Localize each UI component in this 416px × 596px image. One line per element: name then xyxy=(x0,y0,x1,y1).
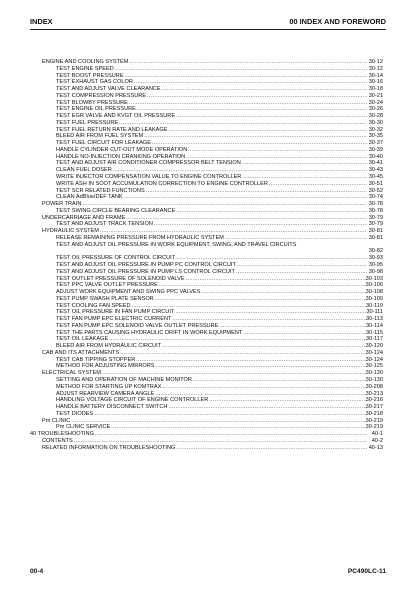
toc-entry[interactable] xyxy=(42,343,383,350)
toc-entry-page: 40-13 xyxy=(368,444,383,451)
dot-leader xyxy=(237,262,367,269)
toc-entry[interactable] xyxy=(42,276,383,283)
toc-entry[interactable] xyxy=(42,228,383,235)
toc-entry-title: CLEAN FUEL DOSER xyxy=(56,167,112,174)
dot-leader xyxy=(242,160,367,167)
toc-entry[interactable] xyxy=(42,215,383,222)
toc-entry-page: 30-93 xyxy=(368,255,383,262)
toc-entry[interactable] xyxy=(42,133,383,140)
toc-entry-title: ELECTRICAL SYSTEM xyxy=(42,370,101,377)
dot-leader xyxy=(243,330,367,337)
dot-leader xyxy=(162,384,367,391)
toc-entry-page: 30-113 xyxy=(365,316,383,323)
toc-entry-page: 30-108 xyxy=(365,289,383,296)
dot-leader xyxy=(152,140,367,147)
dot-leader xyxy=(146,188,367,195)
dot-leader xyxy=(188,147,367,154)
model-number: PC490LC-11 xyxy=(347,568,386,575)
toc-entry-page: 30-40 xyxy=(368,153,383,160)
toc-entry-title: HANDLE BATTERY DISCONNECT SWITCH xyxy=(56,404,168,411)
toc-entry[interactable] xyxy=(42,384,383,391)
dot-leader xyxy=(176,208,367,215)
toc-entry-title: TEST THE PARTS CAUSING HYDRAULIC DRIFT IN WORK EQUIPMENT xyxy=(56,329,243,336)
toc-entry-page: 30-52 xyxy=(368,187,383,194)
toc-entry-page: 40-1 xyxy=(371,431,383,438)
toc-entry-page: 30-110 xyxy=(365,302,383,309)
dot-leader xyxy=(159,282,367,289)
toc-entry-title: ENGINE AND COOLING SYSTEM xyxy=(42,59,129,65)
toc-entry[interactable] xyxy=(30,431,383,438)
toc-entry-title: TEST AND ADJUST OIL PRESSURE IN PUMP LS CONTROL CIRCUIT xyxy=(56,268,235,275)
toc-entry-page: 30-81 xyxy=(368,228,383,235)
dot-leader xyxy=(137,106,367,113)
toc-entry[interactable] xyxy=(42,418,383,425)
toc-entry[interactable] xyxy=(42,438,383,445)
toc-entry-page: 30-216 xyxy=(365,397,383,404)
dot-leader xyxy=(136,357,367,364)
toc-entry-page: 30-95 xyxy=(368,261,383,268)
toc-entry-page: 30-98 xyxy=(368,268,383,275)
toc-entry-page: 30-103 xyxy=(365,275,383,282)
toc-entry[interactable] xyxy=(42,201,383,208)
toc-entry-title: Pm CLINIC SERVICE xyxy=(56,424,111,431)
toc-entry-page: 30-79 xyxy=(368,214,383,221)
toc-entry-title: WRITE ASH IN SOOT ACCUMULATION CORRECTION TO ENGINE CONTROLLER xyxy=(56,180,268,187)
toc-entry-page: 30-78 xyxy=(368,201,383,208)
toc-entry[interactable] xyxy=(42,59,383,66)
toc-entry[interactable] xyxy=(42,127,383,134)
toc-entry[interactable] xyxy=(42,93,383,100)
toc-entry-page: 30-106 xyxy=(365,282,383,289)
toc-entry[interactable] xyxy=(42,167,383,174)
dot-leader xyxy=(175,309,367,316)
toc-entry-title: POWER TRAIN xyxy=(42,201,82,208)
toc-entry[interactable] xyxy=(42,106,383,113)
toc-entry-title: TEST OIL PRESSURE OF CONTROL CIRCUIT xyxy=(56,255,176,262)
toc-entry-page: 30-18 xyxy=(368,86,383,93)
toc-entry-page: 30-120 xyxy=(365,343,383,350)
toc-entry[interactable] xyxy=(42,330,383,337)
toc-entry-title: TEST AND ADJUST OIL PRESSURE IN WORK EQUIPMENT, SWING, AND TRAVEL CIRCUITS xyxy=(56,241,297,248)
toc-entry[interactable] xyxy=(42,73,383,80)
toc-entry-page: 30-12 xyxy=(368,59,383,65)
dot-leader xyxy=(176,255,367,262)
dot-leader xyxy=(172,316,367,323)
toc-entry-page: 30-30 xyxy=(368,119,383,126)
toc-entry-page: 30-26 xyxy=(368,106,383,113)
toc-entry[interactable] xyxy=(42,363,383,370)
toc-entry-title: RELEASE REMAINING PRESSURE FROM HYDRAULIC SYSTEM xyxy=(56,234,224,241)
toc-entry-page: 30-41 xyxy=(368,160,383,167)
toc-entry-page: 30-35 xyxy=(368,133,383,140)
toc-entry-title: ADJUST WORK EQUIPMENT AND SWING PPC VALVES xyxy=(56,289,201,296)
toc-entry-page: 30-78 xyxy=(368,207,383,214)
toc-entry-title: Pm CLINIC xyxy=(42,417,71,424)
dot-leader xyxy=(82,201,367,208)
dot-leader xyxy=(162,86,367,93)
toc-entry[interactable] xyxy=(42,262,383,269)
toc-entry[interactable] xyxy=(42,397,383,404)
dot-leader xyxy=(147,93,367,100)
toc-entry[interactable] xyxy=(42,120,383,127)
toc-entry-page: 30-218 xyxy=(365,410,383,417)
toc-entry[interactable] xyxy=(42,323,383,330)
dot-leader xyxy=(155,296,367,303)
toc-entry-title: TEST FUEL PRESSURE xyxy=(56,119,119,126)
toc-entry-title: METHOD FOR ADJUSTING MIRRORS xyxy=(56,363,155,370)
toc-entry-page: 30-117 xyxy=(365,336,383,343)
toc-entry[interactable] xyxy=(42,86,383,93)
toc-entry[interactable] xyxy=(42,113,383,120)
toc-entry-title: TEST COMPRESSION PRESSURE xyxy=(56,92,147,99)
page-footer xyxy=(30,568,386,578)
toc-entry[interactable] xyxy=(42,336,383,343)
toc-entry-page: 30-21 xyxy=(368,92,383,99)
toc-entry-page: 40-2 xyxy=(371,437,383,444)
toc-entry-page: 30-14 xyxy=(368,72,383,79)
toc-entry-title: ADJUST REARVIEW CAMERA ANGLE xyxy=(56,390,155,397)
toc-entry-page: 30-124 xyxy=(365,356,383,363)
toc-entry-page: 30-111 xyxy=(366,309,383,316)
toc-entry-page: 30-208 xyxy=(365,383,383,390)
toc-entry-page: 30-37 xyxy=(368,140,383,147)
toc-entry-title: TEST AND ADJUST OIL PRESSURE IN PUMP PC CONTROL CIRCUIT xyxy=(56,261,236,268)
toc-entry[interactable] xyxy=(42,445,383,452)
dot-leader xyxy=(129,100,367,107)
dot-leader xyxy=(94,411,367,418)
toc-entry-title: HYDRAULIC SYSTEM xyxy=(42,228,99,235)
toc-entry[interactable] xyxy=(42,391,383,398)
toc-entry-page: 30-24 xyxy=(368,99,383,106)
toc-entry-page: 30-82 xyxy=(368,248,383,255)
toc-entry-title: CONTENTS xyxy=(42,437,73,444)
toc-entry-title: BLEED AIR FROM HYDRAULIC CIRCUIT xyxy=(56,343,162,350)
toc-entry-page: 30-32 xyxy=(368,126,383,133)
toc-entry-title: TEST AND ADJUST AIR CONDITIONER COMPRESSOR BELT TENSION xyxy=(56,160,241,167)
toc-entry[interactable] xyxy=(42,316,383,323)
toc-entry[interactable] xyxy=(42,154,383,161)
toc-entry-title: RELATED INFORMATION ON TROUBLESHOOTING xyxy=(42,444,176,451)
toc-entry-title: TEST OIL LEAKAGE xyxy=(56,336,109,343)
toc-entry[interactable] xyxy=(42,147,383,154)
toc-entry[interactable] xyxy=(42,242,383,249)
toc-entry[interactable] xyxy=(42,221,383,228)
toc-entry-title: HANDLING VOLTAGE CIRCUIT OF ENGINE CONTROLLER xyxy=(56,397,209,404)
toc-entry-title: TEST FAN PUMP EPC ELECTRIC CURRENT xyxy=(56,316,172,323)
toc-entry-title: UNDERCARRIAGE AND FRAME xyxy=(42,214,126,221)
toc-entry-page: 30-43 xyxy=(368,167,383,174)
dot-leader xyxy=(168,404,367,411)
dot-leader xyxy=(100,228,367,235)
dot-leader xyxy=(132,303,368,310)
toc-entry-page: 30-125 xyxy=(365,363,383,370)
toc-entry-title: TEST EGR VALVE AND KVGT OIL PRESSURE xyxy=(56,113,176,120)
dot-leader xyxy=(186,276,367,283)
toc-entry-title: TEST COOLING FAN SPEED xyxy=(56,302,131,309)
toc-entry-page: 30-124 xyxy=(365,349,383,356)
dot-leader xyxy=(125,73,367,80)
toc-entry[interactable] xyxy=(42,269,383,276)
dot-leader xyxy=(297,242,367,249)
dot-leader xyxy=(168,127,367,134)
toc-entry-page: 30-219 xyxy=(365,424,383,431)
toc-entry-title: METHOD FOR STARTING UP KOMTRAX xyxy=(56,383,162,390)
dot-leader xyxy=(134,79,367,86)
toc-entry-page: 30-79 xyxy=(368,221,383,228)
toc-entry-title: 40 TROUBLESHOOTING xyxy=(30,431,94,438)
toc-entry-title: TEST PPC VALVE OUTLET PRESSURE xyxy=(56,282,158,289)
dot-leader xyxy=(144,133,367,140)
toc-entry[interactable] xyxy=(42,208,383,215)
toc-entry[interactable] xyxy=(42,404,383,411)
toc-entry[interactable] xyxy=(42,309,383,316)
toc-entry-title: TEST BLOWBY PRESSURE xyxy=(56,99,128,106)
toc-entry-title: TEST FUEL CIRCUIT FOR LEAKAGE xyxy=(56,140,152,147)
page-number: 00-4 xyxy=(30,568,44,575)
toc-entry-title: TEST FUEL RETURN RATE AND LEAKAGE xyxy=(56,126,168,133)
dot-leader xyxy=(124,194,367,201)
toc-entry[interactable] xyxy=(42,411,383,418)
dot-leader xyxy=(193,377,367,384)
toc-entry-title: HANDLE NO-INJECTION CRANKING OPERATION xyxy=(56,153,186,160)
toc-entry-page: 30-81 xyxy=(368,234,383,241)
toc-entry-title: TEST BOOST PRESSURE xyxy=(56,72,124,79)
toc-entry-page: 30-16 xyxy=(368,79,383,86)
toc-entry-title: SETTING AND OPERATION OF MACHINE MONITOR xyxy=(56,376,192,383)
toc-entry[interactable] xyxy=(42,377,383,384)
toc-entry-title: TEST OUTLET PRESSURE OF SOLENOID VALVE xyxy=(56,275,185,282)
dot-leader xyxy=(129,59,367,66)
toc-entry[interactable] xyxy=(42,282,383,289)
dot-leader xyxy=(74,438,367,445)
toc-entry[interactable] xyxy=(42,100,383,107)
toc-entry[interactable] xyxy=(42,194,383,201)
toc-entry-title: TEST SWING CIRCLE BEARING CLEARANCE xyxy=(56,207,176,214)
toc-entry-page: 30-39 xyxy=(368,146,383,153)
toc-entry[interactable] xyxy=(42,235,383,242)
toc-entry[interactable] xyxy=(42,160,383,167)
toc-entry[interactable] xyxy=(42,303,383,310)
toc-entry-page: 30-51 xyxy=(368,180,383,187)
toc-entry-page: 30-28 xyxy=(368,113,383,120)
dot-leader xyxy=(176,113,367,120)
dot-leader xyxy=(120,350,367,357)
toc-entry[interactable] xyxy=(42,296,383,303)
toc-entry[interactable] xyxy=(42,140,383,147)
dot-leader xyxy=(176,445,367,452)
toc-entry[interactable] xyxy=(42,424,383,431)
toc-entry-page: 30-74 xyxy=(368,194,383,201)
toc-entry-page: 30-45 xyxy=(368,174,383,181)
toc-entry[interactable] xyxy=(42,357,383,364)
table-of-contents xyxy=(30,59,383,451)
toc-entry[interactable] xyxy=(42,248,383,255)
toc-entry-title: WRITE INJECTOR COMPENSATION VALUE TO ENGINE CONTROLLER xyxy=(56,174,242,181)
toc-entry-page: 30-114 xyxy=(365,322,383,329)
dot-leader xyxy=(186,154,367,161)
toc-entry[interactable] xyxy=(42,289,383,296)
toc-entry[interactable] xyxy=(42,188,383,195)
dot-leader xyxy=(154,221,367,228)
dot-leader xyxy=(115,66,367,73)
toc-entry[interactable] xyxy=(42,174,383,181)
toc-entry-page: 30-12 xyxy=(368,65,383,72)
toc-entry-title: TEST DIODES xyxy=(56,410,94,417)
toc-entry-title: TEST EXHAUST GAS COLOR xyxy=(56,79,133,86)
toc-entry-title: BLEED AIR FROM FUEL SYSTEM xyxy=(56,133,144,140)
toc-entry[interactable] xyxy=(42,370,383,377)
toc-entry[interactable] xyxy=(42,255,383,262)
toc-entry-title: CAB AND ITS ATTACHMENTS xyxy=(42,349,120,356)
dot-leader xyxy=(236,269,367,276)
toc-entry[interactable] xyxy=(42,66,383,73)
toc-entry-page: 30-130 xyxy=(365,376,383,383)
toc-entry-title: TEST PUMP SWASH PLATE SENSOR xyxy=(56,295,154,302)
toc-entry[interactable] xyxy=(42,79,383,86)
dot-leader xyxy=(219,323,367,330)
toc-entry-title: TEST AND ADJUST VALVE CLEARANCE xyxy=(56,86,161,93)
toc-entry-title: HANDLE CYLINDER CUT-OUT MODE OPERATION xyxy=(56,146,188,153)
dot-leader xyxy=(209,397,367,404)
toc-entry-title: TEST ENGINE SPEED xyxy=(56,65,114,72)
dot-leader xyxy=(201,289,367,296)
toc-entry-title: TEST OIL PRESSURE IN FAN PUMP CIRCUIT xyxy=(56,309,175,316)
dot-leader xyxy=(155,391,367,398)
toc-entry-title: TEST CAB TIPPING STOPPER xyxy=(56,356,136,363)
toc-entry[interactable] xyxy=(42,350,383,357)
header-chapter-title: 00 INDEX AND FOREWORD xyxy=(289,17,386,26)
toc-entry-title: CLEAN AdBlue/DEF TANK xyxy=(56,194,123,201)
dot-leader xyxy=(242,174,367,181)
dot-leader xyxy=(119,120,367,127)
toc-entry-title: TEST ENGINE OIL PRESSURE xyxy=(56,106,136,113)
toc-entry-page: 30-130 xyxy=(365,370,383,377)
toc-entry-page: 30-109 xyxy=(365,295,383,302)
dot-leader xyxy=(109,336,367,343)
dot-leader xyxy=(71,418,367,425)
toc-entry-page: 30-217 xyxy=(365,404,383,411)
header-section-label: INDEX xyxy=(30,17,53,26)
dot-leader xyxy=(156,363,367,370)
dot-leader xyxy=(126,215,367,222)
dot-leader xyxy=(111,424,367,431)
toc-entry-page: 30-219 xyxy=(365,417,383,424)
toc-entry[interactable] xyxy=(42,181,383,188)
dot-leader xyxy=(269,181,367,188)
toc-entry-title: TEST FAN PUMP EPC SOLENOID VALVE OUTLET PRESSURE xyxy=(56,322,219,329)
toc-entry-title: TEST SCR RELATED FUNCTIONS xyxy=(56,187,145,194)
toc-entry-page: 30-115 xyxy=(365,329,383,336)
dot-leader xyxy=(95,431,367,438)
toc-entry-page: 30-213 xyxy=(365,390,383,397)
dot-leader xyxy=(102,370,367,377)
dot-leader xyxy=(225,235,367,242)
dot-leader xyxy=(162,343,367,350)
page-header xyxy=(30,16,386,30)
dot-leader xyxy=(113,167,367,174)
toc-entry-title: TEST AND ADJUST TRACK TENSION xyxy=(56,221,153,228)
